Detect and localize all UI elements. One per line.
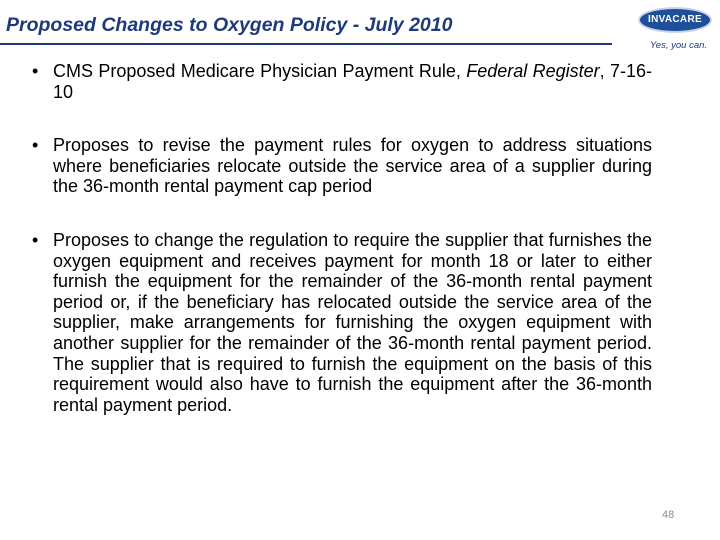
logo-tagline: Yes, you can. (650, 40, 708, 51)
page-number: 48 (662, 509, 675, 521)
bullet-text (53, 61, 652, 102)
title-divider (0, 43, 612, 45)
bullet-marker: • (32, 135, 39, 156)
bullet-item-supplier-requirement (32, 230, 652, 415)
slide-title: Proposed Changes to Oxygen Policy - July 2010 (6, 14, 453, 36)
bullet-item-cms-rule (32, 61, 652, 102)
bullet-text: Proposes to revise the payment rules for oxygen to address situations where beneficiaries relocate outside the service area of a supplier during the 36-month rental payment cap period (53, 135, 652, 197)
bullet-list (32, 61, 652, 415)
bullet-marker: • (32, 61, 39, 81)
logo-wordmark: INVACARE (648, 14, 702, 25)
federal-register-title: Federal Register (466, 61, 600, 81)
bullet-text-lead: CMS Proposed Medicare Physician Payment Rule, (53, 61, 467, 81)
bullet-marker: • (32, 229, 39, 250)
invacare-logo (632, 4, 718, 54)
bullet-item-relocation (32, 135, 652, 197)
bullet-text-date: , 7-16-10 (53, 61, 652, 102)
bullet-text: Proposes to change the regulation to require the supplier that furnishes the oxygen equipment and receives payment for month 18 or later to either furnish the equipment for the remainder of the 36-month rental payment period or, if the beneficiary has relocated outside the service area of the supplier, make arrangements for furnishing the oxygen equipment with another supplier for the remainder of the 36-month rental payment period. The supplier that is required to furnish the equipment on the basis of this requirement would also have to furnish the equipment after the 36-month rental payment period. (53, 229, 652, 415)
